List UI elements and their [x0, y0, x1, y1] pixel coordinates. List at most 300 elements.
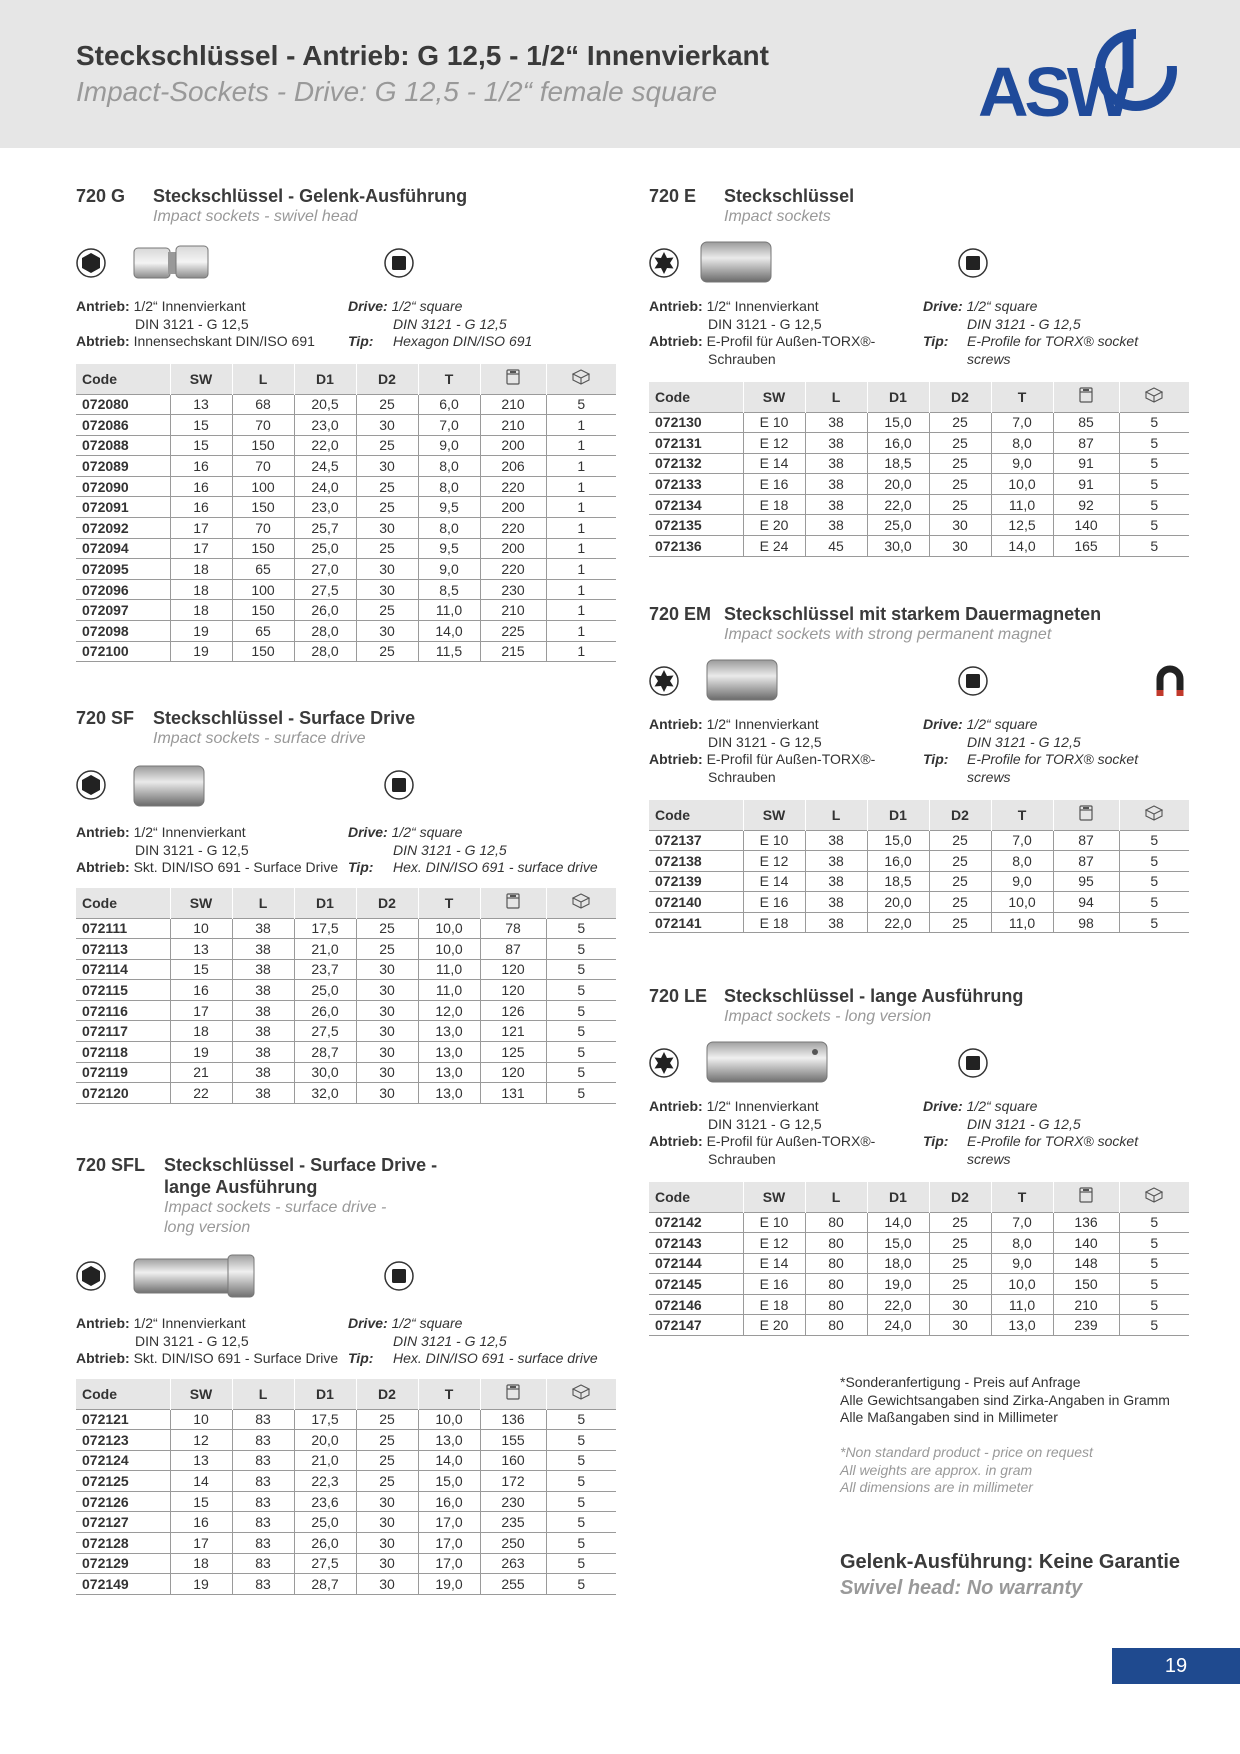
table-row [76, 939, 616, 960]
table-cell: E 10 [743, 412, 805, 433]
table-cell: 9,5 [418, 538, 480, 559]
table-cell: 1 [546, 600, 616, 621]
table-cell: E 10 [743, 1212, 805, 1233]
table-row [76, 1512, 616, 1533]
table-cell: 16,0 [418, 1491, 480, 1512]
table-header-row [76, 888, 616, 918]
table-cell: 5 [546, 1512, 616, 1533]
table-header-row [649, 382, 1189, 412]
table-cell: 25 [356, 641, 418, 662]
table-cell: 13,0 [418, 1083, 480, 1104]
section-title: Steckschlüssel - lange Ausführung [724, 986, 1024, 1006]
table-cell: 5 [1119, 871, 1189, 892]
section-title: Steckschlüssel - Surface Drive - [164, 1155, 438, 1175]
table-cell: 95 [1053, 871, 1119, 892]
table-cell: 26,0 [294, 600, 356, 621]
column-header: T [418, 888, 480, 918]
product-code: 072123 [76, 1430, 170, 1451]
table-row [76, 1450, 616, 1471]
table-row [649, 1233, 1189, 1254]
table-cell: 225 [480, 621, 546, 642]
table-cell: 9,0 [418, 435, 480, 456]
table-row [76, 1021, 616, 1042]
table-cell: 19,0 [867, 1274, 929, 1295]
table-cell: 91 [1053, 474, 1119, 495]
table-row [76, 394, 616, 415]
table-cell: 150 [232, 641, 294, 662]
product-code: 072128 [76, 1533, 170, 1554]
table-cell: 30 [929, 1315, 991, 1336]
table-cell: 5 [546, 980, 616, 1001]
product-code: 072117 [76, 1021, 170, 1042]
table-cell: 30 [356, 621, 418, 642]
column-header: L [232, 364, 294, 394]
section-code: 720 SFL [76, 1155, 146, 1175]
table-cell: 80 [805, 1294, 867, 1315]
table-cell: 15 [170, 959, 232, 980]
column-header: D1 [294, 888, 356, 918]
table-row [649, 912, 1189, 933]
column-header: D2 [356, 888, 418, 918]
column-header: D1 [867, 1182, 929, 1212]
table-header-row [76, 364, 616, 394]
product-code: 072143 [649, 1233, 743, 1254]
table-cell: 121 [480, 1021, 546, 1042]
section-code: 720 LE [649, 986, 708, 1006]
hexagon-profile-icon [76, 1261, 106, 1291]
table-cell: 5 [546, 1471, 616, 1492]
table-row [649, 1274, 1189, 1295]
table-cell: 1 [546, 621, 616, 642]
socket-image [699, 240, 773, 284]
table-cell: 5 [1119, 1294, 1189, 1315]
product-code: 072113 [76, 939, 170, 960]
column-header [546, 1379, 616, 1409]
section-subtitle: Impact sockets - surface drive - [164, 1199, 387, 1216]
table-cell: 22,0 [867, 494, 929, 515]
table-cell: 18 [170, 600, 232, 621]
table-cell: 13,0 [418, 1062, 480, 1083]
table-cell: E 20 [743, 1315, 805, 1336]
table-cell: 25 [929, 433, 991, 454]
table-cell: E 16 [743, 474, 805, 495]
table-cell: 32,0 [294, 1083, 356, 1104]
table-cell: 22,3 [294, 1471, 356, 1492]
table-cell: 120 [480, 959, 546, 980]
table-cell: 22 [170, 1083, 232, 1104]
product-code: 072134 [649, 494, 743, 515]
table-cell: 27,5 [294, 1021, 356, 1042]
section-subtitle: Impact sockets - surface drive [153, 730, 366, 747]
table-cell: 19,0 [418, 1574, 480, 1595]
table-cell: 25 [929, 1212, 991, 1233]
table-cell: 30 [356, 1021, 418, 1042]
table-cell: 25 [929, 871, 991, 892]
table-cell: 250 [480, 1533, 546, 1554]
table-cell: 10,0 [991, 1274, 1053, 1295]
table-cell: 5 [546, 1021, 616, 1042]
product-code: 072145 [649, 1274, 743, 1295]
note-line: Alle Maßangaben sind in Millimeter [840, 1409, 1058, 1425]
section-720e: 720 E Steckschlüssel Impact sockets Antrieb: 1/2“ Innenvierkant DIN 3121 - G 12,5 Abtrieb: E-Profil für Außen-TORX®- Schrauben Drive: 1/2“ square DIN 3121 - G 12,5 Tip: E-Profile for TORX® socket screws Code SW L D1 D2 T 072130 E 10 38 15,0 25 7,0 85 5 072131 E 12 38 16,0 25 8,0 87 5 072132 E 14 38 18,5 25 9,0 91 5 072133 E 16 38 20,0 25 10,0 91 5 072134 E 18 38 22,0 25 11,0 92 5 072135 E 20 38 25,0 30 12,5 140 5 072136 E 24 45 30,0 30 14,0 165 5 [649, 186, 1189, 566]
table-row [76, 641, 616, 662]
table-cell: 30 [356, 980, 418, 1001]
table-cell: 25 [929, 1233, 991, 1254]
table-cell: 27,0 [294, 559, 356, 580]
table-cell: 83 [232, 1409, 294, 1430]
column-header [546, 888, 616, 918]
product-code: 072121 [76, 1409, 170, 1430]
table-cell: 165 [1053, 536, 1119, 557]
table-cell: 80 [805, 1233, 867, 1254]
table-cell: 25,0 [294, 980, 356, 1001]
table-cell: 8,0 [991, 433, 1053, 454]
table-cell: 27,5 [294, 1553, 356, 1574]
table-cell: 220 [480, 559, 546, 580]
square-drive-icon [958, 666, 988, 696]
weight-icon [506, 369, 520, 385]
long-socket-image [705, 1038, 829, 1086]
table-cell: 7,0 [418, 415, 480, 436]
table-cell: 28,0 [294, 621, 356, 642]
product-code: 072089 [76, 456, 170, 477]
table-cell: 21,0 [294, 1450, 356, 1471]
table-cell: 25,0 [867, 515, 929, 536]
table-cell: 1 [546, 476, 616, 497]
table-cell: 16,0 [867, 433, 929, 454]
table-cell: 20,0 [867, 892, 929, 913]
table-cell: 92 [1053, 494, 1119, 515]
table-cell: 5 [1119, 830, 1189, 851]
table-cell: 38 [805, 494, 867, 515]
table-cell: 150 [232, 538, 294, 559]
table-cell: 80 [805, 1212, 867, 1233]
table-row [649, 536, 1189, 557]
table-cell: 13,0 [991, 1315, 1053, 1336]
table-cell: 5 [1119, 536, 1189, 557]
table-cell: 15 [170, 435, 232, 456]
product-code: 072097 [76, 600, 170, 621]
table-cell: 25 [356, 918, 418, 939]
table-row [649, 494, 1189, 515]
table-cell: 25 [356, 1471, 418, 1492]
product-code: 072142 [649, 1212, 743, 1233]
table-row [649, 433, 1189, 454]
table-cell: 120 [480, 1062, 546, 1083]
product-code: 072132 [649, 453, 743, 474]
asw-logo [978, 28, 1188, 120]
hexagon-profile-icon [76, 248, 106, 278]
table-cell: 18 [170, 1553, 232, 1574]
table-cell: 23,7 [294, 959, 356, 980]
table-cell: 38 [805, 433, 867, 454]
table-cell: E 20 [743, 515, 805, 536]
table-cell: 5 [1119, 1315, 1189, 1336]
column-header [1053, 1182, 1119, 1212]
table-cell: 215 [480, 641, 546, 662]
table-cell: 5 [1119, 1233, 1189, 1254]
column-header [1053, 800, 1119, 830]
table-cell: 11,5 [418, 641, 480, 662]
table-cell: 87 [480, 939, 546, 960]
table-cell: 263 [480, 1553, 546, 1574]
table-cell: 1 [546, 538, 616, 559]
table-cell: 25 [356, 600, 418, 621]
section-720g: 720 G Steckschlüssel - Gelenk-Ausführung Impact sockets - swivel head Antrieb: 1/2“ Innenvierkant DIN 3121 - G 12,5 Abtrieb: Innensechskant DIN/ISO 691 Drive: 1/2“ square DIN 3121 - G 12,5 Tip: Hexagon DIN/ISO 691 Code SW L D1 D2 T 072080 13 68 20,5 25 6,0 210 5 072086 15 70 23,0 30 7,0 210 1 072088 15 150 22,0 25 9,0 200 1 072089 16 70 24,5 30 8,0 206 1 072090 16 100 24,0 25 8,0 220 1 072091 16 150 23,0 25 9,5 200 1 072092 17 70 25,7 30 8,0 220 1 072094 17 150 25,0 25 9,5 200 1 072095 18 65 27,0 30 9,0 220 1 072096 18 100 27,5 30 8,5 230 1 072097 18 150 26,0 25 11,0 210 1 072098 19 65 28,0 30 14,0 225 1 072100 19 150 28,0 25 11,5 215 1 [76, 186, 616, 666]
column-header [480, 364, 546, 394]
table-cell: 25 [929, 912, 991, 933]
table-cell: 25 [356, 538, 418, 559]
pack-icon [572, 893, 590, 909]
table-cell: 65 [232, 559, 294, 580]
table-cell: 7,0 [991, 1212, 1053, 1233]
table-cell: 155 [480, 1430, 546, 1451]
square-drive-icon [958, 248, 988, 278]
table-cell: 5 [1119, 1274, 1189, 1295]
table-cell: 25 [356, 939, 418, 960]
table-cell: 7,0 [991, 412, 1053, 433]
table-cell: 100 [232, 579, 294, 600]
table-row [76, 980, 616, 1001]
table-cell: 14,0 [867, 1212, 929, 1233]
table-cell: 11,0 [991, 1294, 1053, 1315]
table-cell: 25 [356, 435, 418, 456]
product-code: 072088 [76, 435, 170, 456]
column-header: D1 [867, 800, 929, 830]
table-cell: 30 [356, 1083, 418, 1104]
table-cell: 16 [170, 476, 232, 497]
product-code: 072124 [76, 1450, 170, 1471]
table-cell: 94 [1053, 892, 1119, 913]
product-code: 072080 [76, 394, 170, 415]
table-cell: 26,0 [294, 1000, 356, 1021]
table-cell: 16 [170, 1512, 232, 1533]
section-code: 720 G [76, 186, 126, 206]
section-subtitle: Impact sockets - swivel head [153, 208, 358, 225]
product-code: 072091 [76, 497, 170, 518]
table-cell: E 16 [743, 892, 805, 913]
table-cell: 21 [170, 1062, 232, 1083]
spec-table [649, 382, 1189, 557]
table-cell: 16 [170, 497, 232, 518]
table-cell: 5 [1119, 1212, 1189, 1233]
table-header-row [649, 800, 1189, 830]
table-cell: 30 [356, 518, 418, 539]
table-cell: 68 [232, 394, 294, 415]
table-cell: 20,0 [294, 1430, 356, 1451]
section-subtitle-line2: long version [164, 1219, 251, 1236]
table-cell: 83 [232, 1533, 294, 1554]
product-code: 072111 [76, 918, 170, 939]
svg-text:ASW: ASW [978, 53, 1133, 120]
column-header: D2 [929, 1182, 991, 1212]
table-cell: 5 [546, 1574, 616, 1595]
section-title: Steckschlüssel [724, 186, 855, 206]
pack-icon [1145, 1187, 1163, 1203]
spec-table [76, 888, 616, 1104]
table-row [649, 1315, 1189, 1336]
table-cell: 206 [480, 456, 546, 477]
column-header: Code [649, 1182, 743, 1212]
product-code: 072096 [76, 579, 170, 600]
table-cell: 1 [546, 497, 616, 518]
table-row [76, 476, 616, 497]
table-cell: 200 [480, 435, 546, 456]
table-header-row [649, 1182, 1189, 1212]
table-row [649, 892, 1189, 913]
note-line: *Non standard product - price on request [840, 1444, 1093, 1460]
table-cell: 210 [1053, 1294, 1119, 1315]
table-cell: 25 [929, 1253, 991, 1274]
table-cell: 38 [805, 871, 867, 892]
table-cell: 20,0 [867, 474, 929, 495]
table-cell: 25 [929, 830, 991, 851]
table-cell: 30 [356, 959, 418, 980]
section-code: 720 SF [76, 708, 135, 728]
table-cell: 10,0 [991, 892, 1053, 913]
product-code: 072116 [76, 1000, 170, 1021]
product-code: 072146 [649, 1294, 743, 1315]
table-cell: 5 [1119, 412, 1189, 433]
table-cell: 30 [929, 515, 991, 536]
table-cell: 150 [232, 497, 294, 518]
table-cell: 230 [480, 1491, 546, 1512]
table-cell: 220 [480, 518, 546, 539]
table-cell: 25,0 [294, 1512, 356, 1533]
table-cell: 38 [805, 830, 867, 851]
product-code: 072137 [649, 830, 743, 851]
torx-profile-icon [649, 1048, 679, 1078]
table-cell: 98 [1053, 912, 1119, 933]
table-cell: 45 [805, 536, 867, 557]
table-cell: 22,0 [867, 912, 929, 933]
table-cell: 5 [546, 394, 616, 415]
table-cell: 10,0 [418, 918, 480, 939]
table-cell: 1 [546, 579, 616, 600]
table-row [649, 851, 1189, 872]
table-cell: 19 [170, 1574, 232, 1595]
table-cell: 19 [170, 641, 232, 662]
column-header: L [805, 800, 867, 830]
table-row [649, 871, 1189, 892]
square-drive-icon [384, 1261, 414, 1291]
table-cell: 160 [480, 1450, 546, 1471]
column-header [480, 888, 546, 918]
table-row [649, 1294, 1189, 1315]
table-cell: 126 [480, 1000, 546, 1021]
table-cell: 210 [480, 394, 546, 415]
table-cell: 17,0 [418, 1533, 480, 1554]
table-cell: 5 [1119, 851, 1189, 872]
table-cell: 5 [1119, 912, 1189, 933]
table-cell: 172 [480, 1471, 546, 1492]
table-cell: 30 [356, 559, 418, 580]
table-cell: 38 [232, 1083, 294, 1104]
swivel-socket-image [132, 240, 212, 284]
table-cell: 80 [805, 1315, 867, 1336]
product-code: 072130 [649, 412, 743, 433]
table-cell: 9,0 [991, 453, 1053, 474]
table-cell: 5 [1119, 494, 1189, 515]
table-cell: 11,0 [418, 959, 480, 980]
table-cell: 5 [546, 1000, 616, 1021]
column-header: SW [743, 1182, 805, 1212]
table-cell: 10,0 [418, 1409, 480, 1430]
table-cell: E 12 [743, 433, 805, 454]
table-cell: 28,7 [294, 1042, 356, 1063]
table-row [649, 515, 1189, 536]
product-code: 072100 [76, 641, 170, 662]
table-cell: 12,0 [418, 1000, 480, 1021]
table-cell: E 10 [743, 830, 805, 851]
table-cell: 25 [929, 453, 991, 474]
table-row [649, 1253, 1189, 1274]
pack-icon [1145, 805, 1163, 821]
table-cell: 25 [929, 412, 991, 433]
table-cell: 220 [480, 476, 546, 497]
weight-icon [1079, 387, 1093, 403]
table-row [76, 1042, 616, 1063]
table-cell: 70 [232, 415, 294, 436]
section-720em: 720 EM Steckschlüssel mit starkem Dauermagneten Impact sockets with strong permanent magnet Antrieb: 1/2“ Innenvierkant DIN 3121 - G 12,5 Abtrieb: E-Profil für Außen-TORX®- Schrauben Drive: 1/2“ square DIN 3121 - G 12,5 Tip: E-Profile for TORX® socket screws Code SW L D1 D2 T 072137 E 10 38 15,0 25 7,0 87 5 072138 E 12 38 16,0 25 8,0 87 5 072139 E 14 38 18,5 25 9,0 95 5 072140 E 16 38 20,0 25 10,0 94 5 072141 E 18 38 22,0 25 11,0 98 5 [649, 604, 1189, 944]
table-cell: 14,0 [418, 621, 480, 642]
table-cell: 22,0 [867, 1294, 929, 1315]
table-cell: 10 [170, 918, 232, 939]
column-header: Code [76, 364, 170, 394]
table-cell: 18,0 [867, 1253, 929, 1274]
table-cell: 5 [546, 1083, 616, 1104]
column-header [1119, 382, 1189, 412]
table-row [76, 1062, 616, 1083]
column-header: T [991, 800, 1053, 830]
table-row [649, 474, 1189, 495]
page-subtitle: Impact-Sockets - Drive: G 12,5 - 1/2“ female square [76, 76, 718, 107]
column-header: SW [170, 1379, 232, 1409]
table-row [76, 1553, 616, 1574]
table-cell: 12 [170, 1430, 232, 1451]
table-row [649, 1212, 1189, 1233]
table-cell: 1 [546, 435, 616, 456]
product-code: 072138 [649, 851, 743, 872]
table-row [76, 1491, 616, 1512]
table-cell: 255 [480, 1574, 546, 1595]
section-title-line2: lange Ausführung [164, 1177, 318, 1197]
table-cell: 38 [232, 1021, 294, 1042]
column-header: T [991, 382, 1053, 412]
table-cell: 18,5 [867, 453, 929, 474]
table-cell: 18,5 [867, 871, 929, 892]
table-cell: 25,0 [294, 538, 356, 559]
pack-icon [572, 369, 590, 385]
column-header: T [418, 1379, 480, 1409]
table-cell: 235 [480, 1512, 546, 1533]
table-cell: 15 [170, 415, 232, 436]
table-cell: 5 [546, 918, 616, 939]
table-cell: 19 [170, 621, 232, 642]
table-cell: 30 [356, 456, 418, 477]
product-code: 072119 [76, 1062, 170, 1083]
table-cell: 38 [232, 959, 294, 980]
table-cell: 5 [1119, 453, 1189, 474]
table-cell: 30,0 [867, 536, 929, 557]
section-code: 720 E [649, 186, 697, 206]
product-code: 072125 [76, 1471, 170, 1492]
table-cell: 78 [480, 918, 546, 939]
table-cell: 30 [356, 1491, 418, 1512]
table-row [76, 600, 616, 621]
table-cell: 5 [1119, 433, 1189, 454]
table-cell: 5 [546, 1430, 616, 1451]
